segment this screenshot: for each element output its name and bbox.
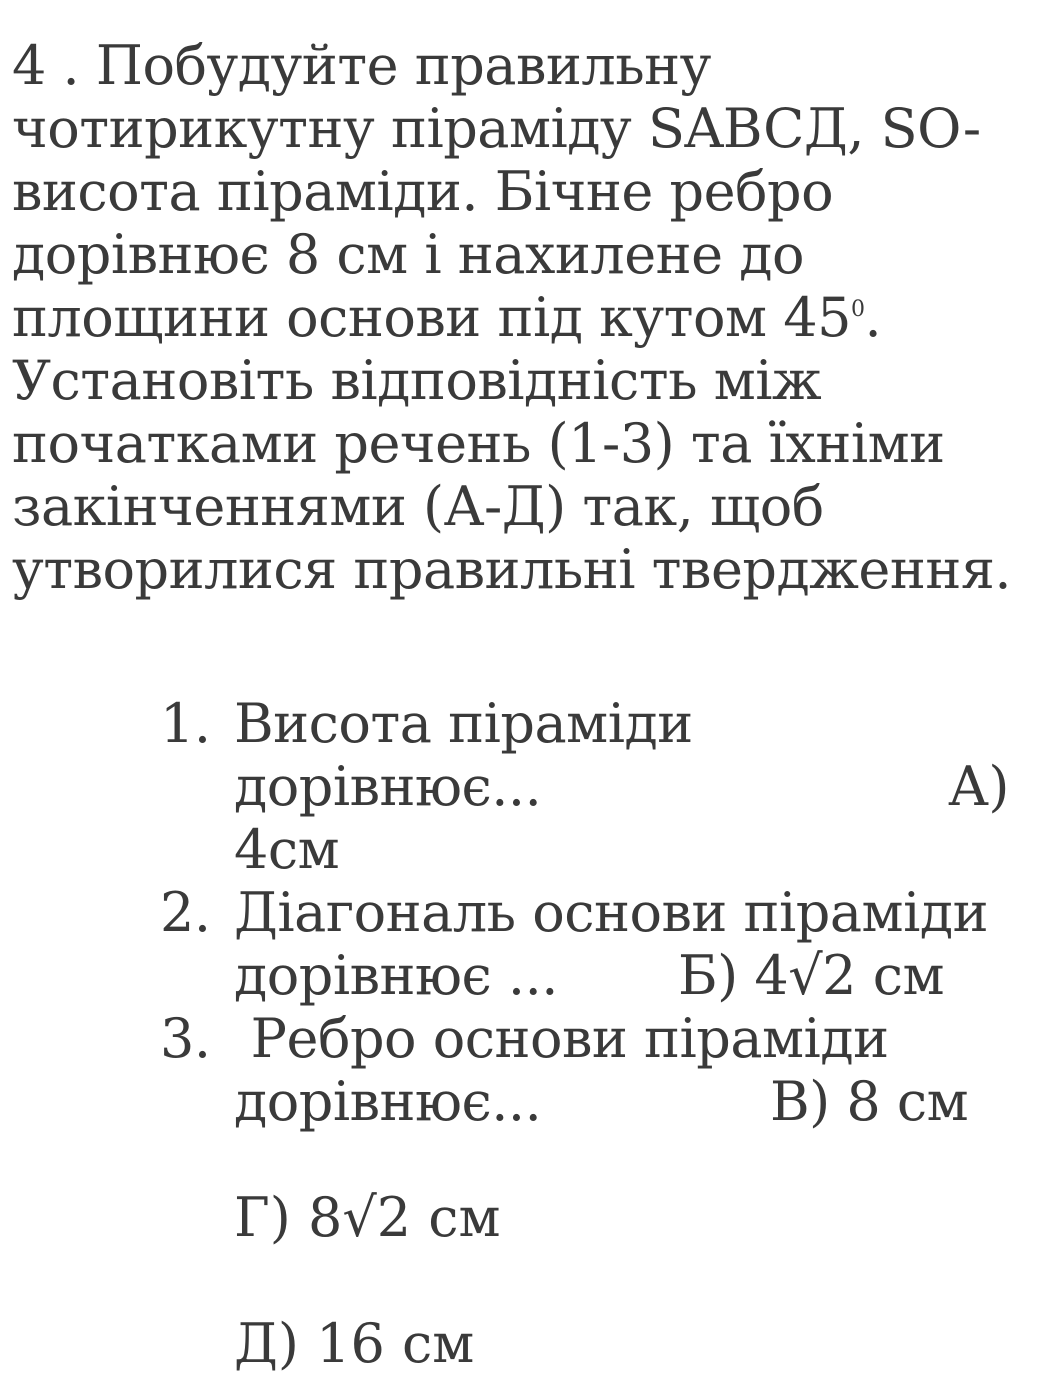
- angle-period: .: [864, 286, 882, 349]
- item-ending: дорівнює...: [234, 755, 542, 818]
- item-line: Висота піраміди: [234, 692, 693, 755]
- answer-option-g: Г) 8√2 см: [234, 1186, 501, 1249]
- item-line: Ребро основи піраміди: [234, 1007, 889, 1070]
- item-line: [234, 1070, 1040, 1133]
- statement-list: [160, 692, 1040, 1133]
- problem-line-angle: [12, 286, 1058, 349]
- problem-line: утворилися правильні твердження.: [12, 538, 1012, 601]
- list-item: [160, 692, 1040, 881]
- angle-text: площини основи під кутом 45: [12, 286, 851, 349]
- problem-line: Установіть відповідність між: [12, 349, 822, 412]
- answer-option-d: Д) 16 см: [234, 1312, 475, 1375]
- problem-line: чотирикутну піраміду SABCД, SO-: [12, 97, 981, 160]
- problem-statement: [12, 34, 1058, 601]
- answer-option: В) 8 см: [770, 1070, 969, 1133]
- item-line: 4см: [234, 818, 340, 881]
- problem-line: початками речень (1-3) та їхніми: [12, 412, 945, 475]
- item-number: 3.: [160, 1007, 211, 1070]
- problem-line: закінченнями (А-Д) так, щоб: [12, 475, 824, 538]
- item-number: 1.: [160, 692, 211, 755]
- degree-mark: 0: [850, 297, 865, 322]
- item-ending: дорівнює ...: [234, 944, 558, 1007]
- list-item: [160, 881, 1040, 1007]
- item-ending: дорівнює...: [234, 1070, 542, 1133]
- problem-line: 4 . Побудуйте правильну: [12, 34, 711, 97]
- item-line: Діагональ основи піраміди: [234, 881, 989, 944]
- item-line: [234, 755, 1040, 818]
- item-line: [234, 944, 1040, 1007]
- answer-option: Б) 4√2 см: [678, 944, 944, 1007]
- problem-line: дорівнює 8 см і нахилене до: [12, 223, 805, 286]
- list-item: [160, 1007, 1040, 1133]
- item-number: 2.: [160, 881, 211, 944]
- answer-option: А): [948, 755, 1009, 818]
- problem-line: висота піраміди. Бічне ребро: [12, 160, 834, 223]
